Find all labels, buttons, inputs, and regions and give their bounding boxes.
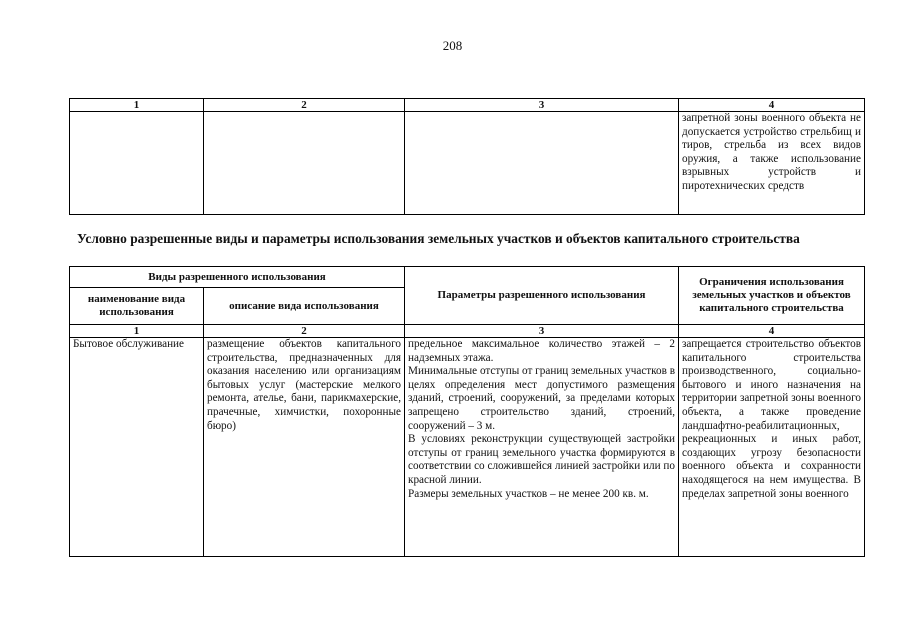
restrictions-cell	[679, 338, 865, 557]
column-number: 2	[204, 99, 405, 112]
parameters-cell	[405, 338, 679, 557]
column-number-row	[70, 99, 865, 112]
continuation-row	[70, 112, 865, 215]
restrictions-text: запрещается строительство объектов капитального строительства производственного, социально-бытового и иного назначения на территории запретной зоны военного объекта, а также проведение ландшафтно-реабилитационных, рекреационных и иных работ, создающих угрозу безопасности военного объекта и сохранности находящегося на нем имущества. В пределах запретной зоны военного	[682, 338, 862, 500]
header-row-1	[70, 267, 865, 288]
column-number: 3	[405, 325, 679, 338]
parameter-setbacks: Минимальные отступы от границ земельных участков в целях определения мест допустимого размещения зданий, строений, сооружений, за пределами которых запрещено строительство зданий, строений, сооружений – 3 м.	[408, 365, 676, 432]
table-row	[70, 338, 865, 557]
land-use-table	[69, 266, 865, 557]
header-use-name: наименование вида использования	[70, 288, 204, 325]
section-title: Условно разрешенные виды и параметры использования земельных участков и объектов капитального строительства	[77, 231, 800, 246]
parameter-floors: предельное максимальное количество этажей – 2 надземных этажа.	[408, 338, 676, 364]
column-number: 4	[679, 325, 865, 338]
header-parameters: Параметры разрешенного использования	[405, 267, 679, 325]
continuation-table	[69, 98, 865, 215]
column-number-row	[70, 325, 865, 338]
restriction-continuation-cell: запретной зоны военного объекта не допускается устройство стрельбищ и тиров, стрельба из всех видов оружия, а также использование взрывных устройств и пиротехнических средств	[679, 112, 865, 215]
column-number: 3	[405, 99, 679, 112]
parameter-plot-size: Размеры земельных участков – не менее 200 кв. м.	[408, 487, 649, 500]
parameter-reconstruction: В условиях реконструкции существующей застройки отступы от границ земельного участка формируются в соответствии со сложившейся линией застройки или по красной линии.	[408, 433, 676, 486]
header-restrictions: Ограничения использования земельных участков и объектов капитального строительства	[679, 267, 865, 325]
column-number: 1	[70, 99, 204, 112]
use-description-cell: размещение объектов капитального строительства, предназначенных для оказания населению или организациям бытовых услуг (мастерские мелкого ремонта, ателье, бани, парикмахерские, прачечные, химчистки, похоронные бюро)	[204, 338, 405, 557]
header-uses-group: Виды разрешенного использования	[70, 267, 405, 288]
column-number: 2	[204, 325, 405, 338]
empty-cell	[70, 112, 204, 215]
use-name-cell: Бытовое обслуживание	[70, 338, 204, 557]
header-use-description: описание вида использования	[204, 288, 405, 325]
empty-cell	[405, 112, 679, 215]
empty-cell	[204, 112, 405, 215]
column-number: 1	[70, 325, 204, 338]
page-number: 208	[442, 38, 463, 53]
column-number: 4	[679, 99, 865, 112]
